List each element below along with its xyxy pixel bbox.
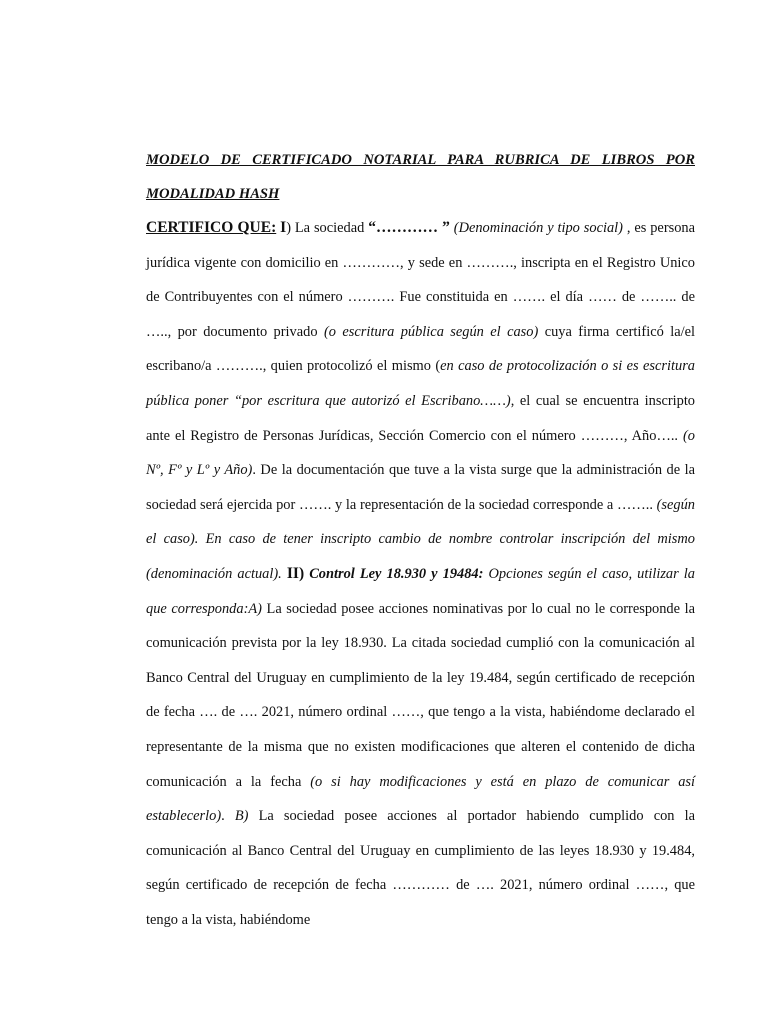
certificate-body [146,211,695,937]
body-segment: . De la documentación que tuve a la vista surge que la administración de la sociedad será ejercida por ……. y la representación de la sociedad corresponde a …….. [146,462,695,513]
document-title-line-2: MODALIDAD HASH [146,186,280,202]
body-segment-italic: Opciones según el caso, utilizar la que corresponda:A) [146,565,695,617]
section-1-number: I [280,219,287,236]
certifico-lead: CERTIFICO QUE: [146,219,277,236]
body-segment: , es persona jurídica vigente con domicilio en …………, y sede en ………., inscripta en el Registro Unico de Contribuyentes con el número ………. Fue constituida en ……. el día …… de …….. de ….., por documento privado [146,220,695,340]
body-segment: , el cual se encuentra inscripto ante el Registro de Personas Jurídicas, Sección Comercio con el número ………, Año….. [146,392,696,444]
body-segment-italic: (Denominación y tipo social) [449,220,623,236]
body-segment: La sociedad posee acciones al portador habiendo cumplido con la comunicación al Banco Central del Uruguay en cumplimiento de las leyes 18.930 y 19.484, según certificado de recepción de fecha ………… de …. 2021, número ordinal ……, que tengo a la vista, habiéndome [146,808,695,928]
document-title-line-1: MODELO DE CERTIFICADO NOTARIAL PARA RUBRICA DE LIBROS POR [146,152,695,168]
section-2-heading: Control Ley 18.930 y 19484: [304,565,484,582]
body-segment-italic: en caso de protocolización o si es escritura pública poner “por escritura que autorizó el Escribano……) [146,358,695,409]
section-2-number: II) [286,564,305,582]
body-segment-italic: (o escritura pública según el caso) [323,323,539,340]
body-segment: . [221,808,235,825]
body-segment: cuya firma certificó la/el escribano/a ………., quien protocolizó el mismo ( [146,323,695,375]
document-page [146,143,695,937]
body-segment-italic: (según el caso). En caso de tener inscripto cambio de nombre controlar inscripción del mismo (denominación actual). [146,496,696,582]
body-segment: La sociedad posee acciones nominativas por lo cual no le corresponde la comunicación prevista por la ley 18.930. La citada sociedad cumplió con la comunicación al Banco Central del Uruguay en cumplimiento de la ley 19.484, según certificado de recepción de fecha …. de …. 2021, número ordinal ……, que tengo a la vista, habiéndome declarado el representante de la misma que no existen modificaciones que alteren el contenido de dicha comunicación a la fecha [146,600,695,790]
body-segment-italic: (o si hay modificaciones y está en plazo de comunicar así establecerlo) [146,773,695,825]
body-segment-italic: (o Nº, Fº y Lº y Año) [146,427,695,479]
company-name-placeholder: “………… ” [368,219,450,236]
option-b-label: B) [234,808,249,825]
body-segment: ) La sociedad [286,220,369,236]
